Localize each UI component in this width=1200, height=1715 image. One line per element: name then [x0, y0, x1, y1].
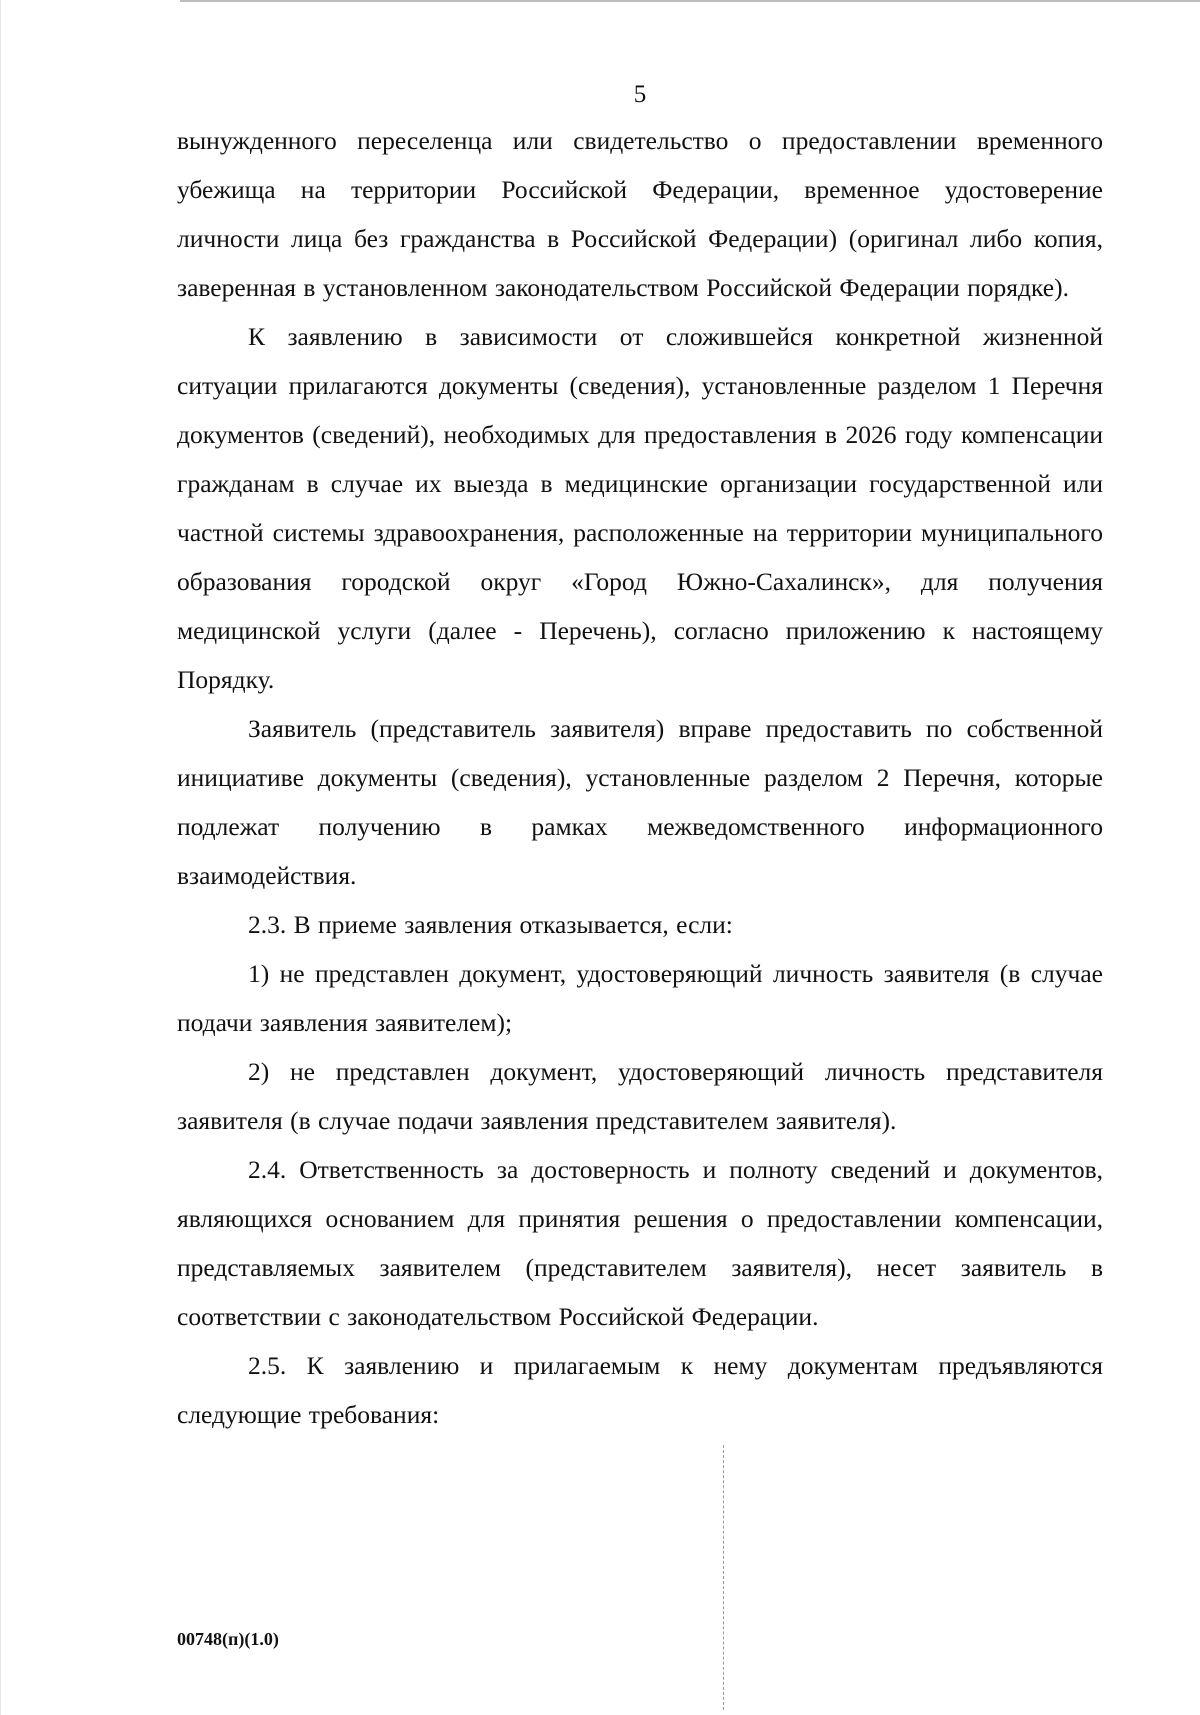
- paragraph-own-initiative: Заявитель (представитель заявителя) вправе предоставить по собственной инициативе документы (сведения), установленные разделом 2 Перечня, которые подлежат получению в рамках межведомственного информационного взаимодействия.: [177, 714, 1103, 890]
- document-body: [177, 116, 1103, 1439]
- paragraph-attached-documents: К заявлению в зависимости от сложившейся конкретной жизненной ситуации прилагаются документы (сведения), установленные разделом 1 Перечня документов (сведений), необходимых для предоставления в 2026 году компенсации гражданам в случае их выезда в медицинские организации государственной или частной системы здравоохранения, расположенные на территории муниципального образования городской округ «Город Южно-Сахалинск», для получения медицинской услуги (далее - Перечень), согласно приложению к настоящему Порядку.: [177, 322, 1103, 694]
- paragraph-2-3-refusal: 2.3. В приеме заявления отказывается, если:: [248, 910, 733, 939]
- paragraph-2-4-responsibility: 2.4. Ответственность за достоверность и полноту сведений и документов, являющихся основанием для принятия решения о предоставлении компенсации, представляемых заявителем (представителем заявителя), несет заявитель в соответствии с законодательством Российской Федерации.: [177, 1155, 1103, 1331]
- list-item-2: 2) не представлен документ, удостоверяющий личность представителя заявителя (в случае подачи заявления представителем заявителя).: [177, 1057, 1103, 1135]
- scan-top-edge: [180, 0, 1200, 2]
- document-code: 00748(п)(1.0): [177, 1629, 279, 1649]
- page-number: 5: [633, 81, 647, 108]
- paragraph-2-5-requirements: 2.5. К заявлению и прилагаемым к нему документам предъявляются следующие требования:: [177, 1351, 1103, 1429]
- scan-left-edge: [0, 0, 1, 1715]
- list-item-1: 1) не представлен документ, удостоверяющий личность заявителя (в случае подачи заявления заявителем);: [177, 959, 1103, 1037]
- paragraph-continuation: вынужденного переселенца или свидетельство о предоставлении временного убежища на территории Российской Федерации, временное удостоверение личности лица без гражданства в Российской Федерации) (оригинал либо копия, заверенная в установленном законодательством Российской Федерации порядке).: [177, 126, 1103, 302]
- scan-fold-line: [723, 1445, 724, 1710]
